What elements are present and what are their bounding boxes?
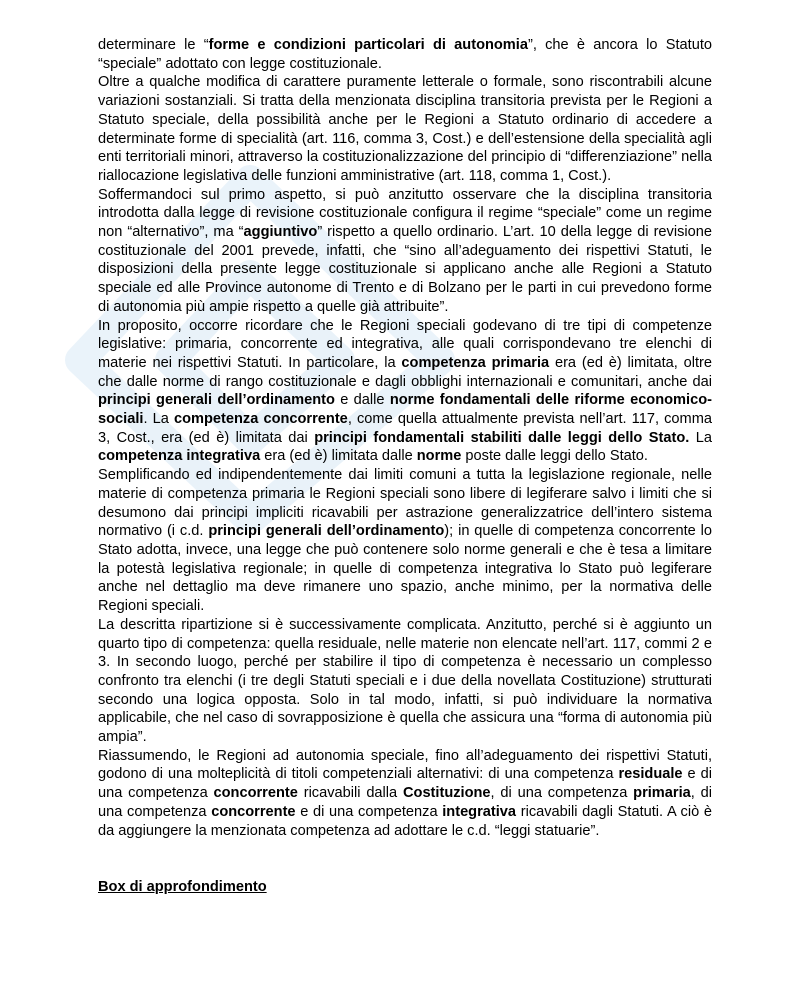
text-run: Soffermandoci sul primo aspetto, si può anzitutto osservare che la disciplina transitoria introdotta dalla legge di revisione costituzionale configura il regime “speciale” come un regime non “alternativo”, ma “ [98, 186, 712, 241]
box-title: Box di approfondimento [98, 879, 267, 896]
text-run: . La [143, 411, 174, 428]
text-run: poste dalle leggi dello Stato. [461, 448, 648, 465]
text-run: ); in quelle di competenza concorrente lo Stato adotta, invece, una legge che può contenere solo norme generali e che è tesa a limitare la potestà legislativa regionale; in quelle di competenza integrativa lo Stato può legiferare anche nel dettaglio ma deve rimanere uno spazio, anche minimo, per la normativa delle Regioni speciali. [98, 523, 713, 615]
paragraph [98, 186, 712, 317]
text-run: ricavabili dalla [297, 785, 403, 802]
paragraph [98, 73, 712, 185]
text-run: ” rispetto a quello ordinario. L’art. 10 della legge di revisione costituzionale del 2001 prevede, infatti, che “sino all’adeguamento dei rispettivi Statuti, le disposizioni della presente legge costituzionale si applicano anche alle Regioni a Statuto speciale ed alle Province autonome di Trento e di Bolzano per le parti in cui prevedono forme di autonomia più ampie rispetto a quelle già attribuite”. [98, 224, 712, 315]
bold-text: primaria [633, 785, 691, 802]
text-run: ricavabili dagli Statuti. A ciò è da aggiungere la menzionata competenza ad adottare le c.d. “leggi statuarie”. [98, 803, 712, 839]
bold-text: competenza integrativa [98, 448, 261, 465]
bold-text: norme fondamentali delle riforme economico-sociali [98, 392, 712, 428]
text-run: ”, che è ancora lo Statuto “speciale” adottato con legge costituzionale. [98, 37, 712, 72]
bold-text: principi generali dell’ordinamento [208, 523, 445, 540]
paragraph [98, 747, 712, 841]
bold-text: concorrente [211, 803, 296, 820]
paragraph [98, 466, 712, 616]
bold-text: concorrente [213, 785, 298, 802]
bold-text: aggiuntivo [243, 224, 318, 241]
bold-text: competenza concorrente [173, 411, 348, 428]
text-run: determinare le “ [98, 37, 209, 53]
text-run: Semplificando ed indipendentemente dai limiti comuni a tutta la legislazione regionale, nelle materie di competenza primaria le Regioni speciali sono libere di legiferare salvo i limiti che si desumono dai principi impliciti ricavabili per astrazione generalizzatrice dell’intero sistema normativo (i c.d. [98, 467, 712, 540]
bold-text: residuale [618, 766, 683, 783]
bold-text: Costituzione [402, 785, 491, 802]
text-run: era (ed è) limitata dalle [260, 448, 417, 465]
text-run: , di una competenza [490, 785, 634, 802]
bold-text: competenza primaria [401, 354, 550, 371]
text-run: e di una competenza [295, 803, 443, 820]
document-page [98, 36, 712, 897]
bold-text: norme [416, 448, 462, 465]
text-run: , di una competenza [98, 785, 712, 820]
bold-text: forme e condizioni particolari di autonomia [208, 37, 528, 53]
bold-text: integrativa [442, 803, 517, 820]
paragraph [98, 317, 712, 467]
text-run: Oltre a qualche modifica di carattere puramente letterale o formale, sono riscontrabili alcune variazioni sostanziali. Si tratta della menzionata disciplina transitoria prevista per le Regioni a Statuto speciale, della possibilità anche per le Regioni a Statuto ordinario di accedere a determinate forme di specialità (art. 116, comma 3, Cost.) e dell’estensione della specialità agli enti territoriali minori, attraverso la costituzionalizzazione del principio di “differenziazione” nella riallocazione legislativa delle funzioni amministrative (art. 118, comma 1, Cost.). [98, 74, 712, 184]
text-run: Riassumendo, le Regioni ad autonomia speciale, fino all’adeguamento dei rispettivi Statuti, godono di una molteplicità di titoli competenziali alternativi: di una competenza [98, 747, 712, 783]
text-run: , come quella attualmente prevista nell’art. 117, comma 3, Cost., era (ed è) limitata dai [98, 411, 712, 446]
paragraph [98, 616, 712, 747]
bold-text: principi fondamentali stabiliti dalle leggi dello Stato. [314, 429, 690, 446]
text-run: e dalle [334, 392, 390, 409]
paragraph [98, 36, 712, 73]
text-run: e di una competenza [98, 766, 712, 802]
text-run: era (ed è) limitata, oltre che dalle norme di rango costituzionale e dagli obblighi internazionali e comunitari, anche dai [98, 354, 712, 390]
text-run: In proposito, occorre ricordare che le Regioni speciali godevano di tre tipi di competenze legislative: primaria, concorrente ed integrativa, alle quali corrispondevano tre elenchi di materie nei rispettivi Statuti. In particolare, la [98, 317, 712, 371]
bold-text: principi generali dell’ordinamento [98, 392, 335, 409]
text-run: La descritta ripartizione si è successivamente complicata. Anzitutto, perché si è aggiunto un quarto tipo di competenza: quella residuale, nelle materie non elencate nell’art. 117, commi 2 e 3. In secondo luogo, perché per stabilire il tipo di competenza è necessario un complesso confronto tra elenchi (i tre degli Statuti speciali e i due della novellata Costituzione) strutturati secondo una logica opposta. Solo in tal modo, infatti, si può individuare la normativa applicabile, che nel caso di sovrapposizione è quella che assicura una “forma di autonomia più ampia”. [98, 616, 712, 746]
text-run: La [689, 429, 712, 446]
